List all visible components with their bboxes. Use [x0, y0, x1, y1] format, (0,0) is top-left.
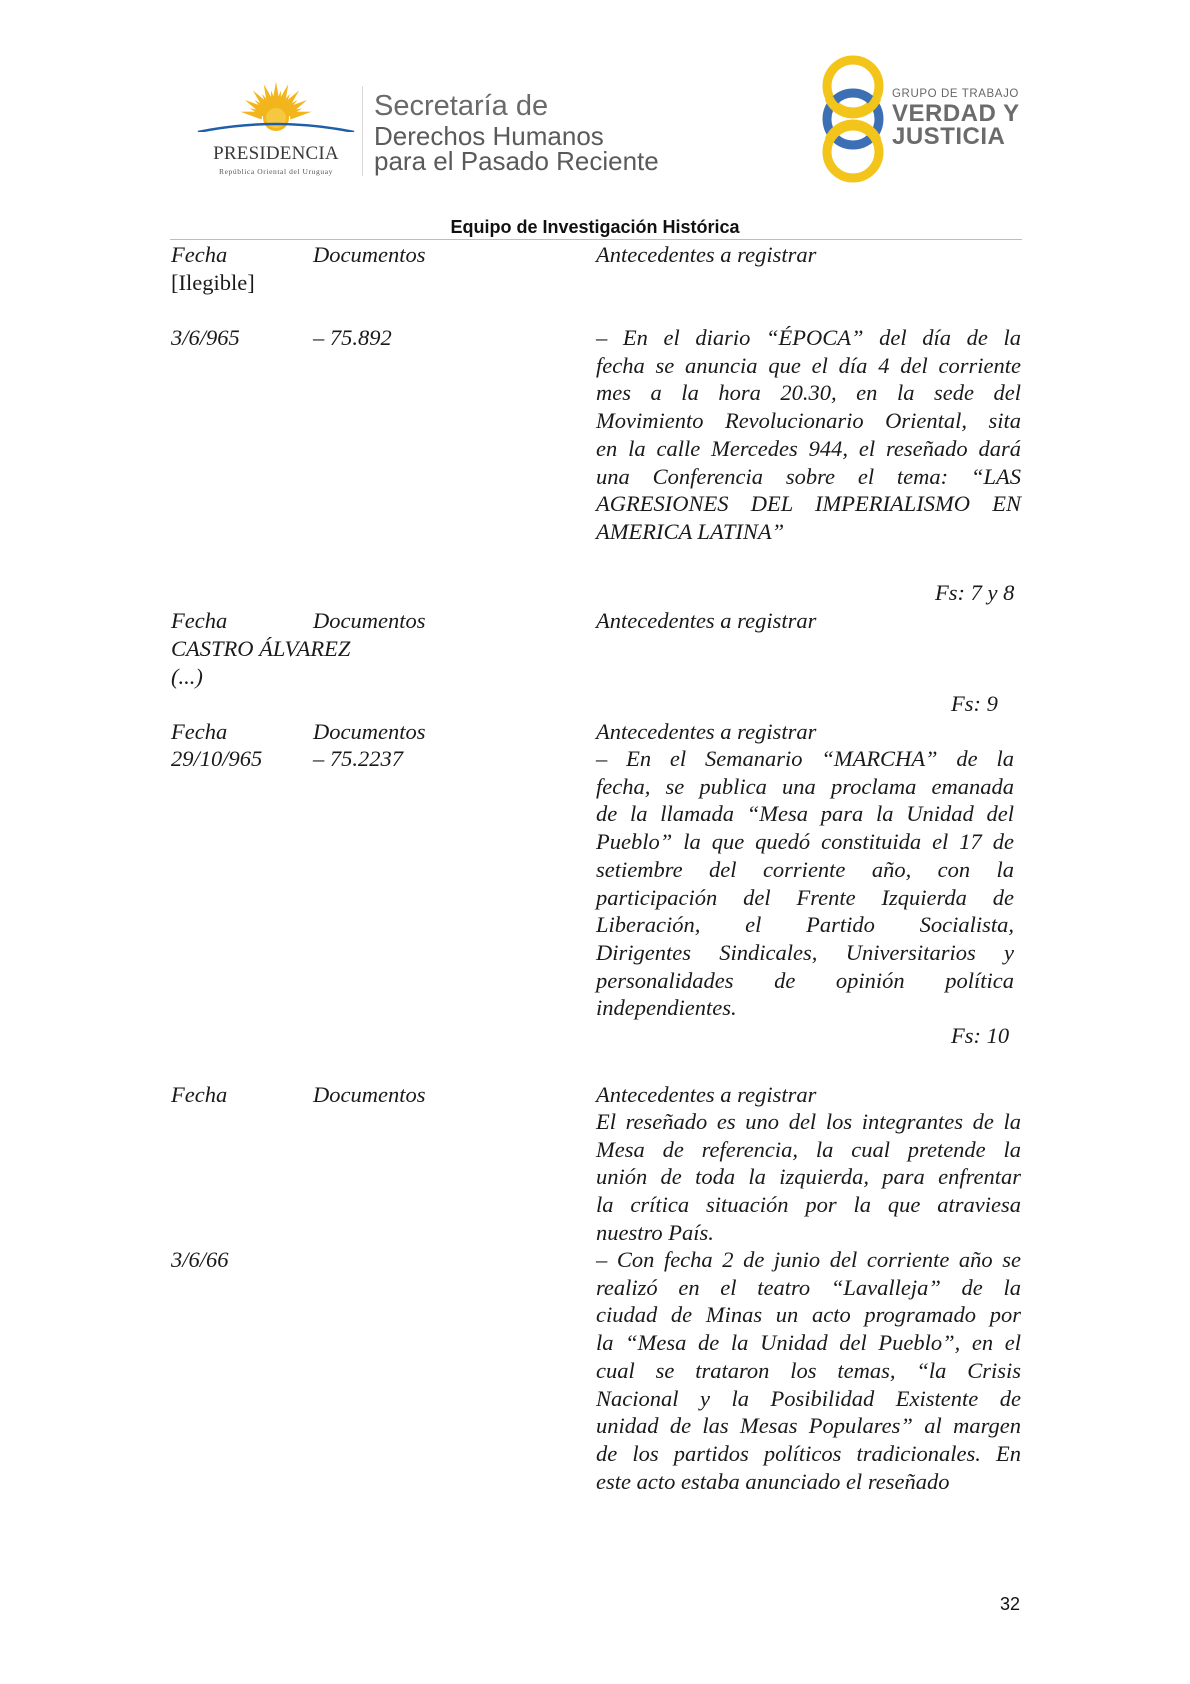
text-line: mes a la hora 20.30, en la sede del — [596, 380, 1021, 406]
entry-text — [596, 745, 1014, 1022]
entry-date: 3/6/66 — [171, 1247, 229, 1272]
text-line: una Conferencia sobre el tema: “LAS — [596, 463, 1021, 489]
text-line: la “Mesa de la Unidad del Pueblo”, en el — [596, 1330, 1021, 1356]
entry-text — [596, 1246, 1021, 1495]
verdad-label: VERDAD Y — [892, 100, 1020, 127]
text-line: – Con fecha 2 de junio del corriente año se — [596, 1247, 1021, 1272]
secretaria-line-3: para el Pasado Reciente — [374, 146, 659, 176]
logo-divider — [362, 86, 363, 176]
text-line: fecha se anuncia que el día 4 del corriente — [596, 352, 1021, 378]
text-line: Mesa de referencia, la cual pretende la — [596, 1136, 1021, 1162]
col-header-antecedentes: Antecedentes a registrar — [596, 608, 817, 633]
text-line: la crítica situación por la que atraviesa — [596, 1192, 1021, 1218]
text-line: unión de toda la izquierda, para enfrentar — [596, 1164, 1021, 1190]
chain-rings-icon — [820, 54, 890, 184]
sun-emblem-icon — [196, 80, 356, 150]
omission-marker: (...) — [171, 664, 203, 689]
text-line: Pueblo” la que quedó constituida el 17 de — [596, 829, 1014, 855]
text-line: fecha, se publica una proclama emanada — [596, 773, 1014, 799]
text-line: en la calle Mercedes 944, el reseñado dará — [596, 435, 1021, 461]
justicia-label: JUSTICIA — [892, 123, 1006, 150]
folio-reference: Fs: 10 — [951, 1023, 1010, 1048]
presidencia-subtitle: República Oriental del Uruguay — [218, 167, 333, 176]
col-header-antecedentes: Antecedentes a registrar — [596, 719, 817, 744]
text-line: Movimiento Revolucionario Oriental, sita — [596, 408, 1021, 434]
date-illegible: [Ilegible] — [171, 270, 255, 295]
header-rule — [170, 239, 1022, 240]
text-line: Dirigentes Sindicales, Universitarios y — [596, 939, 1014, 965]
text-line: independientes. — [596, 995, 737, 1021]
text-line: AGRESIONES DEL IMPERIALISMO EN — [596, 491, 1021, 517]
text-line: – En el Semanario “MARCHA” de la — [596, 746, 1014, 771]
text-line: Liberación, el Partido Socialista, — [596, 912, 1014, 938]
entry-date: 3/6/965 — [171, 325, 240, 350]
secretaria-line-1: Secretaría de — [374, 90, 549, 122]
text-line: cual se trataron los temas, “la Crisis — [596, 1357, 1021, 1383]
entry-text — [596, 1108, 1021, 1247]
person-name: CASTRO ÁLVAREZ — [171, 636, 351, 661]
col-header-fecha: Fecha — [171, 1082, 228, 1107]
text-line: realizó en el teatro “Lavalleja” de la — [596, 1274, 1021, 1300]
secretaria-line-2: Derechos Humanos — [374, 121, 604, 151]
col-header-documentos: Documentos — [313, 719, 426, 744]
col-header-documentos: Documentos — [313, 242, 426, 267]
col-header-fecha: Fecha — [171, 242, 228, 267]
col-header-documentos: Documentos — [313, 1082, 426, 1107]
text-line: ciudad de Minas un acto programado por — [596, 1302, 1021, 1328]
text-line: unidad de las Mesas Populares” al margen — [596, 1413, 1021, 1439]
presidencia-logo — [196, 80, 356, 180]
text-line: El reseñado es uno del los integrantes de la — [596, 1109, 1021, 1134]
text-line: nuestro País. — [596, 1219, 714, 1245]
text-line: de los partidos políticos tradicionales. En — [596, 1440, 1021, 1466]
text-line: – En el diario “ÉPOCA” del día de la — [596, 325, 1021, 350]
col-header-documentos: Documentos — [313, 608, 426, 633]
text-line: de la llamada “Mesa para la Unidad del — [596, 801, 1014, 827]
col-header-fecha: Fecha — [171, 608, 228, 633]
entry-text — [596, 324, 1021, 546]
text-line: AMERICA LATINA” — [596, 518, 785, 544]
presidencia-name: PRESIDENCIA — [213, 143, 339, 164]
entry-date: 29/10/965 — [171, 746, 263, 771]
folio-reference: Fs: 9 — [951, 691, 998, 716]
team-title: Equipo de Investigación Histórica — [450, 217, 740, 237]
text-line: personalidades de opinión política — [596, 967, 1014, 993]
text-line: participación del Frente Izquierda de — [596, 884, 1014, 910]
entry-document: – 75.892 — [313, 325, 392, 350]
entry-document: – 75.2237 — [313, 746, 403, 771]
folio-reference: Fs: 7 y 8 — [935, 580, 1015, 605]
verdad-justicia-logo — [820, 54, 1020, 184]
page-number: 32 — [1000, 1594, 1021, 1614]
col-header-antecedentes: Antecedentes a registrar — [596, 242, 817, 267]
grupo-trabajo-label: GRUPO DE TRABAJO — [892, 88, 1019, 100]
text-line: este acto estaba anunciado el reseñado — [596, 1468, 950, 1494]
text-line: setiembre del corriente año, con la — [596, 856, 1014, 882]
text-line: Nacional y la Posibilidad Existente de — [596, 1385, 1021, 1411]
col-header-antecedentes: Antecedentes a registrar — [596, 1082, 817, 1107]
col-header-fecha: Fecha — [171, 719, 228, 744]
